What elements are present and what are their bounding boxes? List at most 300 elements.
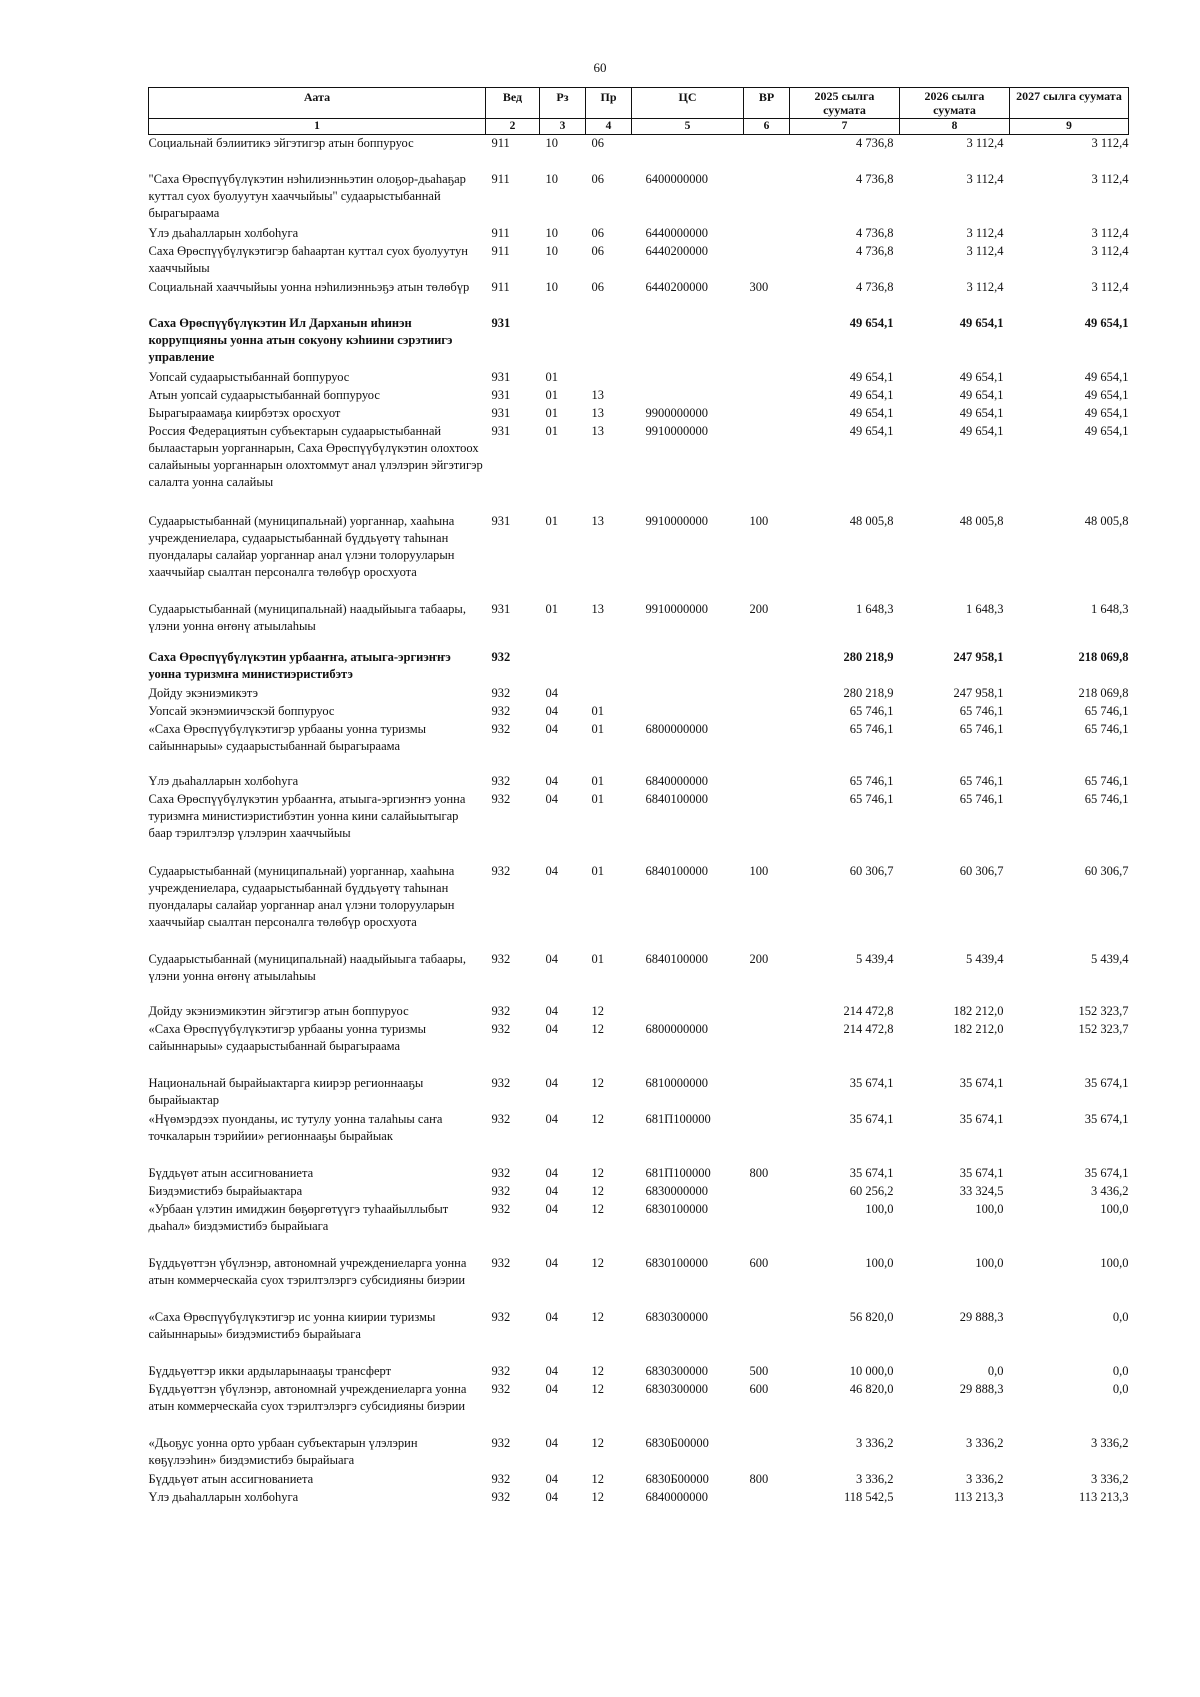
row-value-2025: 10 000,0 xyxy=(849,1363,894,1378)
row-rz: 04 xyxy=(545,951,558,966)
header-year-2025: 2025 сылга суумата xyxy=(790,88,900,119)
row-cs xyxy=(632,649,744,685)
row-vr xyxy=(744,703,790,721)
row-pr: 12 xyxy=(591,1183,604,1198)
row-vr xyxy=(744,171,790,225)
row-name: Саха Өрөспүүбүлүкэтин урбааҥҥа, атыыга-эргиэҥҥэ уонна туризмҥа министиэристибэтэ xyxy=(148,649,451,681)
row-rz: 01 xyxy=(545,513,558,528)
row-value-2025: 49 654,1 xyxy=(849,315,894,330)
row-cs: 6840100000 xyxy=(645,863,708,878)
row-value-2026: 65 746,1 xyxy=(959,773,1004,788)
table-row xyxy=(149,423,1129,513)
table-header-row xyxy=(149,88,1129,119)
header-name: Аата xyxy=(149,88,486,119)
row-name: Судаарыстыбаннай (муниципальнай) уорганнар, хааһына учреждениелара, судаарыстыбаннай бүддьүөтү таһынан пуондалары салайар уорганнар анал үлэни толорууларын хааччыйар сыалтан персоналга төлөбүр оросхуота xyxy=(148,513,455,579)
row-cs: 6400000000 xyxy=(645,171,708,186)
row-value-2026: 35 674,1 xyxy=(959,1111,1004,1126)
row-name: «Саха Өрөспүүбүлүкэтигэр урбааны уонна туризмы сайыннарыы» судаарыстыбаннай бырагыраама xyxy=(148,721,427,753)
row-value-2025: 48 005,8 xyxy=(849,513,894,528)
row-ved: 932 xyxy=(491,791,511,806)
row-pr: 12 xyxy=(591,1003,604,1018)
header-cs: ЦС xyxy=(632,88,744,119)
row-value-2026: 1 648,3 xyxy=(966,601,1004,616)
row-ved: 932 xyxy=(491,1489,511,1504)
row-cs: 9910000000 xyxy=(645,513,708,528)
row-pr: 12 xyxy=(591,1363,604,1378)
row-value-2026: 49 654,1 xyxy=(959,405,1004,420)
row-rz: 04 xyxy=(545,1255,558,1270)
row-pr: 12 xyxy=(591,1111,604,1126)
row-name: Уопсай экэнэмиичэскэй боппуруос xyxy=(148,703,335,718)
table-row xyxy=(149,1183,1129,1201)
column-number: 4 xyxy=(586,119,632,135)
row-value-2025: 100,0 xyxy=(865,1255,894,1270)
row-value-2025: 49 654,1 xyxy=(849,423,894,438)
row-vr xyxy=(744,315,790,369)
row-rz: 04 xyxy=(545,685,558,700)
row-ved: 931 xyxy=(491,315,511,330)
table-row xyxy=(149,1489,1129,1507)
row-pr xyxy=(586,649,632,685)
header-year-2026: 2026 сылга суумата xyxy=(900,88,1010,119)
row-ved: 911 xyxy=(491,279,510,294)
row-vr: 300 xyxy=(749,279,769,294)
table-row xyxy=(149,387,1129,405)
row-value-2025: 35 674,1 xyxy=(849,1111,894,1126)
column-number: 3 xyxy=(540,119,586,135)
table-row xyxy=(149,649,1129,685)
row-value-2026: 29 888,3 xyxy=(959,1381,1004,1396)
row-rz: 04 xyxy=(545,863,558,878)
row-pr: 12 xyxy=(591,1489,604,1504)
row-rz: 04 xyxy=(545,791,558,806)
row-pr: 06 xyxy=(591,225,604,240)
row-value-2026: 0,0 xyxy=(987,1363,1004,1378)
table-row xyxy=(149,1075,1129,1111)
row-value-2026: 3 336,2 xyxy=(966,1435,1004,1450)
table-row xyxy=(149,315,1129,369)
row-ved: 932 xyxy=(491,1435,511,1450)
row-pr: 06 xyxy=(591,279,604,294)
row-value-2025: 65 746,1 xyxy=(849,721,894,736)
row-rz: 01 xyxy=(545,423,558,438)
row-cs: 6830300000 xyxy=(645,1309,708,1324)
row-value-2026: 65 746,1 xyxy=(959,791,1004,806)
row-value-2026: 49 654,1 xyxy=(959,369,1004,384)
row-cs: 6440200000 xyxy=(645,243,708,258)
header-year-2027: 2027 сылга суумата xyxy=(1010,88,1129,119)
table-row xyxy=(149,1255,1129,1309)
row-pr: 13 xyxy=(591,387,604,402)
row-rz: 04 xyxy=(545,1489,558,1504)
row-rz: 04 xyxy=(545,721,558,736)
row-pr: 12 xyxy=(591,1381,604,1396)
row-vr xyxy=(744,791,790,863)
row-ved: 932 xyxy=(491,721,511,736)
table-row xyxy=(149,225,1129,243)
row-rz xyxy=(540,649,586,685)
row-cs: 681П100000 xyxy=(645,1111,711,1126)
row-name: Национальнай бырайыактарга киирэр регионнааҕы бырайыактар xyxy=(148,1075,424,1107)
row-rz xyxy=(540,315,586,369)
row-name: Судаарыстыбаннай (муниципальнай) наадыйыыга табаары, үлэни уонна өҥөнү атыылаһыы xyxy=(148,601,466,633)
row-cs xyxy=(632,1003,744,1021)
row-name: Бүддьүөт атын ассигнованиета xyxy=(148,1471,314,1486)
row-value-2026: 48 005,8 xyxy=(959,513,1004,528)
row-ved: 911 xyxy=(491,136,510,150)
row-rz: 04 xyxy=(545,1363,558,1378)
table-row xyxy=(149,791,1129,863)
row-name: Биэдэмистибэ бырайыактара xyxy=(148,1183,303,1198)
row-value-2027: 218 069,8 xyxy=(1078,649,1129,664)
row-ved: 932 xyxy=(491,1003,511,1018)
row-vr xyxy=(744,1111,790,1165)
row-name: Саха Өрөспүүбүлүкэтин урбааҥҥа, атыыга-эргиэҥҥэ уонна туризмҥа министиэристибэтин уонна кини салайыытыгар баар тэрилтэлэр үлэлэрин хааччыйыы xyxy=(148,791,466,840)
row-value-2027: 0,0 xyxy=(1112,1363,1129,1378)
row-value-2026: 247 958,1 xyxy=(953,649,1004,664)
row-ved: 932 xyxy=(491,1183,511,1198)
row-value-2025: 35 674,1 xyxy=(849,1165,894,1180)
row-name: «Дьоҕус уонна орто урбаан субъектарын үлэлэрин көҕүлээһин» биэдэмистибэ бырайыага xyxy=(148,1435,418,1467)
row-pr: 01 xyxy=(591,791,604,806)
row-ved: 932 xyxy=(491,863,511,878)
row-pr: 12 xyxy=(591,1435,604,1450)
row-value-2025: 3 336,2 xyxy=(856,1471,894,1486)
table-row xyxy=(149,601,1129,649)
table-row xyxy=(149,1363,1129,1381)
row-name: Үлэ дьаһалларын холбоһуга xyxy=(148,225,299,240)
column-number-row xyxy=(149,119,1129,135)
row-pr: 12 xyxy=(591,1255,604,1270)
row-value-2026: 65 746,1 xyxy=(959,721,1004,736)
table-body xyxy=(149,135,1129,1507)
row-value-2026: 100,0 xyxy=(975,1201,1004,1216)
budget-table xyxy=(148,87,1129,1507)
row-value-2026: 3 336,2 xyxy=(966,1471,1004,1486)
row-cs: 6440000000 xyxy=(645,225,708,240)
table-row xyxy=(149,1111,1129,1165)
row-name: Социальнай бэлиитикэ эйгэтигэр атын боппуруос xyxy=(148,136,414,150)
row-cs: 6830Б00000 xyxy=(645,1471,709,1486)
row-name: Дойду экэниэмикэтэ xyxy=(148,685,258,700)
row-ved: 932 xyxy=(491,1309,511,1324)
row-value-2025: 100,0 xyxy=(865,1201,894,1216)
row-vr xyxy=(744,1075,790,1111)
row-value-2025: 214 472,8 xyxy=(843,1021,894,1036)
row-name: Үлэ дьаһалларын холбоһуга xyxy=(148,773,299,788)
row-value-2026: 49 654,1 xyxy=(959,423,1004,438)
row-value-2025: 118 542,5 xyxy=(843,1489,894,1504)
row-value-2027: 100,0 xyxy=(1100,1201,1129,1216)
row-name: Саха Өрөспүүбүлүкэтин Ил Дарханын иһинэн коррупцияны уонна атын сокуону кэһиини сэрэтиигэ управление xyxy=(148,315,453,364)
row-vr: 200 xyxy=(749,951,769,966)
row-vr xyxy=(744,649,790,685)
row-rz: 01 xyxy=(545,405,558,420)
row-vr xyxy=(744,1003,790,1021)
row-vr xyxy=(744,1201,790,1255)
row-value-2026: 3 112,4 xyxy=(966,225,1004,240)
row-name: Атын уопсай судаарыстыбаннай боппуруос xyxy=(148,387,380,402)
row-rz: 04 xyxy=(545,1435,558,1450)
row-vr: 200 xyxy=(749,601,769,616)
row-cs: 6840100000 xyxy=(645,951,708,966)
row-pr: 12 xyxy=(591,1021,604,1036)
row-ved: 932 xyxy=(491,1255,511,1270)
row-pr: 01 xyxy=(591,951,604,966)
row-value-2027: 0,0 xyxy=(1112,1381,1129,1396)
table-row xyxy=(149,685,1129,703)
row-ved: 931 xyxy=(491,387,511,402)
row-vr: 600 xyxy=(749,1381,769,1396)
row-vr: 100 xyxy=(749,513,769,528)
row-ved: 932 xyxy=(491,1111,511,1126)
row-value-2026: 100,0 xyxy=(975,1255,1004,1270)
row-value-2027: 49 654,1 xyxy=(1084,405,1129,420)
row-rz: 01 xyxy=(545,369,558,384)
row-name: Судаарыстыбаннай (муниципальнай) уорганнар, хааһына учреждениелара, судаарыстыбаннай бүддьүөтү таһынан пуондалары салайар уорганнар анал үлэни толорууларын хааччыйар сыалтан персоналга төлөбүр оросхуота xyxy=(148,863,455,929)
row-value-2026: 182 212,0 xyxy=(953,1003,1004,1018)
row-value-2027: 3 336,2 xyxy=(1091,1471,1129,1486)
row-value-2027: 49 654,1 xyxy=(1084,423,1129,438)
row-value-2025: 60 256,2 xyxy=(849,1183,894,1198)
table-row xyxy=(149,1165,1129,1183)
table-row xyxy=(149,369,1129,387)
row-vr xyxy=(744,1309,790,1363)
row-cs: 9900000000 xyxy=(645,405,708,420)
row-value-2027: 3 436,2 xyxy=(1091,1183,1129,1198)
row-vr xyxy=(744,225,790,243)
row-vr xyxy=(744,721,790,773)
row-vr: 800 xyxy=(749,1165,769,1180)
row-vr xyxy=(744,135,790,171)
row-value-2026: 5 439,4 xyxy=(966,951,1004,966)
row-ved: 932 xyxy=(491,1471,511,1486)
row-rz: 04 xyxy=(545,1309,558,1324)
row-name: Бүддьүөттэн үбүлэнэр, автономнай учреждениеларга уонна атын коммерческайа суох тэрилтэлэргэ субсидияны биэрии xyxy=(148,1381,467,1413)
row-pr: 12 xyxy=(591,1309,604,1324)
row-rz: 10 xyxy=(545,171,558,186)
row-pr: 13 xyxy=(591,423,604,438)
row-ved: 932 xyxy=(491,1201,511,1216)
table-row xyxy=(149,1201,1129,1255)
row-cs: 9910000000 xyxy=(645,601,708,616)
row-name: «Саха Өрөспүүбүлүкэтигэр урбааны уонна туризмы сайыннарыы» судаарыстыбаннай бырагыраама xyxy=(148,1021,427,1053)
row-value-2027: 3 112,4 xyxy=(1091,279,1129,294)
row-value-2027: 113 213,3 xyxy=(1078,1489,1129,1504)
table-row xyxy=(149,1435,1129,1471)
table-row xyxy=(149,1021,1129,1075)
row-ved: 932 xyxy=(491,951,511,966)
row-value-2027: 35 674,1 xyxy=(1084,1075,1129,1090)
table-row xyxy=(149,1309,1129,1363)
row-value-2027: 152 323,7 xyxy=(1078,1021,1129,1036)
row-value-2026: 3 112,4 xyxy=(966,279,1004,294)
row-name: Судаарыстыбаннай (муниципальнай) наадыйыыга табаары, үлэни уонна өҥөнү атыылаһыы xyxy=(148,951,466,983)
row-value-2027: 35 674,1 xyxy=(1084,1111,1129,1126)
row-cs: 6840000000 xyxy=(645,773,708,788)
row-cs xyxy=(632,135,744,171)
row-pr: 01 xyxy=(591,863,604,878)
row-cs: 6800000000 xyxy=(645,721,708,736)
row-cs: 6830100000 xyxy=(645,1201,708,1216)
header-rz: Рз xyxy=(540,88,586,119)
row-vr: 100 xyxy=(749,863,769,878)
row-cs: 6830000000 xyxy=(645,1183,708,1198)
row-value-2025: 4 736,8 xyxy=(856,171,894,186)
row-ved: 932 xyxy=(491,703,511,718)
row-ved: 932 xyxy=(491,649,511,664)
row-name: Бүддьүөттэр икки ардыларынааҕы трансферт xyxy=(148,1363,392,1378)
row-value-2025: 4 736,8 xyxy=(856,136,894,150)
row-value-2027: 0,0 xyxy=(1112,1309,1129,1324)
row-vr xyxy=(744,405,790,423)
row-name: «Нүөмэрдээх пуонданы, ис тутулу уонна талаһыы саҥа точкаларын тэрийии» регионнааҕы бырайыак xyxy=(148,1111,443,1143)
row-value-2027: 35 674,1 xyxy=(1084,1165,1129,1180)
row-vr xyxy=(744,1021,790,1075)
row-cs xyxy=(632,703,744,721)
row-pr xyxy=(586,685,632,703)
row-name: Россия Федерациятын субъектарын судаарыстыбаннай былаастарын уорганнарын, Саха Өрөспүүбүлүкэтин олохтоох салайыныы уорганнарын олохтоммут анал үлэлэрин эйгэтигэр салалта уонна салайыы xyxy=(148,423,483,489)
row-ved: 931 xyxy=(491,369,511,384)
column-number: 6 xyxy=(744,119,790,135)
row-vr xyxy=(744,1489,790,1507)
row-value-2027: 49 654,1 xyxy=(1084,369,1129,384)
row-name: Социальнай хааччыйыы уонна нэһилиэнньэҕэ атын төлөбүр xyxy=(148,279,470,294)
row-value-2025: 65 746,1 xyxy=(849,791,894,806)
row-name: Саха Өрөспүүбүлүкэтигэр баһаартан куттал суох буолуутун хааччыйыы xyxy=(148,243,468,275)
row-pr: 06 xyxy=(591,243,604,258)
row-pr: 06 xyxy=(591,171,604,186)
row-name: Үлэ дьаһалларын холбоһуга xyxy=(148,1489,299,1504)
row-cs xyxy=(632,387,744,405)
row-value-2025: 280 218,9 xyxy=(843,685,894,700)
row-pr: 13 xyxy=(591,405,604,420)
table-row xyxy=(149,135,1129,171)
row-value-2026: 29 888,3 xyxy=(959,1309,1004,1324)
row-cs: 6800000000 xyxy=(645,1021,708,1036)
table-row xyxy=(149,1381,1129,1435)
row-value-2025: 4 736,8 xyxy=(856,243,894,258)
row-pr: 12 xyxy=(591,1201,604,1216)
row-rz: 04 xyxy=(545,1165,558,1180)
row-ved: 932 xyxy=(491,1021,511,1036)
row-value-2025: 214 472,8 xyxy=(843,1003,894,1018)
column-number: 9 xyxy=(1010,119,1129,135)
row-name: «Саха Өрөспүүбүлүкэтигэр ис уонна киирии туризмы сайыннарыы» биэдэмистибэ бырайыага xyxy=(148,1309,436,1341)
row-value-2027: 3 112,4 xyxy=(1091,225,1129,240)
table-row xyxy=(149,513,1129,601)
row-cs xyxy=(632,685,744,703)
row-value-2026: 247 958,1 xyxy=(953,685,1004,700)
row-value-2027: 3 336,2 xyxy=(1091,1435,1129,1450)
row-vr xyxy=(744,685,790,703)
row-ved: 932 xyxy=(491,685,511,700)
row-vr xyxy=(744,369,790,387)
column-number: 5 xyxy=(632,119,744,135)
row-value-2026: 3 112,4 xyxy=(966,171,1004,186)
row-value-2026: 3 112,4 xyxy=(966,136,1004,150)
row-rz: 04 xyxy=(545,1183,558,1198)
row-ved: 931 xyxy=(491,423,511,438)
row-value-2027: 1 648,3 xyxy=(1091,601,1129,616)
row-value-2027: 49 654,1 xyxy=(1084,315,1129,330)
row-value-2025: 56 820,0 xyxy=(849,1309,894,1324)
row-value-2025: 1 648,3 xyxy=(856,601,894,616)
row-rz: 04 xyxy=(545,1075,558,1090)
row-value-2027: 65 746,1 xyxy=(1084,721,1129,736)
row-value-2025: 49 654,1 xyxy=(849,369,894,384)
row-value-2026: 113 213,3 xyxy=(953,1489,1004,1504)
row-value-2026: 49 654,1 xyxy=(959,315,1004,330)
row-value-2027: 60 306,7 xyxy=(1084,863,1129,878)
row-rz: 04 xyxy=(545,773,558,788)
row-ved: 911 xyxy=(491,243,510,258)
row-value-2027: 3 112,4 xyxy=(1091,171,1129,186)
table-row xyxy=(149,1471,1129,1489)
header-pr: Пр xyxy=(586,88,632,119)
row-value-2026: 3 112,4 xyxy=(966,243,1004,258)
row-name: Бүддьүөттэн үбүлэнэр, автономнай учреждениеларга уонна атын коммерческайа суох тэрилтэлэргэ субсидияны биэрии xyxy=(148,1255,467,1287)
row-vr xyxy=(744,423,790,513)
page-number: 60 xyxy=(593,60,607,75)
row-vr xyxy=(744,773,790,791)
row-value-2027: 3 112,4 xyxy=(1091,243,1129,258)
row-ved: 932 xyxy=(491,773,511,788)
row-value-2025: 3 336,2 xyxy=(856,1435,894,1450)
row-rz: 04 xyxy=(545,1111,558,1126)
row-cs: 681П100000 xyxy=(645,1165,711,1180)
row-rz: 04 xyxy=(545,1381,558,1396)
row-rz: 10 xyxy=(545,136,558,150)
table-row xyxy=(149,279,1129,315)
row-value-2026: 182 212,0 xyxy=(953,1021,1004,1036)
row-value-2026: 35 674,1 xyxy=(959,1075,1004,1090)
table-row xyxy=(149,405,1129,423)
table-row xyxy=(149,951,1129,1003)
row-value-2026: 60 306,7 xyxy=(959,863,1004,878)
row-value-2027: 65 746,1 xyxy=(1084,791,1129,806)
row-vr: 600 xyxy=(749,1255,769,1270)
row-cs: 6830Б00000 xyxy=(645,1435,709,1450)
row-vr: 500 xyxy=(749,1363,769,1378)
column-number: 8 xyxy=(900,119,1010,135)
row-cs: 9910000000 xyxy=(645,423,708,438)
row-pr: 01 xyxy=(591,703,604,718)
row-value-2025: 35 674,1 xyxy=(849,1075,894,1090)
row-ved: 911 xyxy=(491,171,510,186)
row-cs: 6840100000 xyxy=(645,791,708,806)
table-row xyxy=(149,721,1129,773)
row-value-2026: 65 746,1 xyxy=(959,703,1004,718)
row-ved: 931 xyxy=(491,405,511,420)
row-cs xyxy=(632,369,744,387)
header-ved: Вед xyxy=(486,88,540,119)
row-rz: 04 xyxy=(545,1201,558,1216)
row-rz: 04 xyxy=(545,703,558,718)
row-rz: 04 xyxy=(545,1021,558,1036)
row-value-2027: 218 069,8 xyxy=(1078,685,1129,700)
row-cs: 6440200000 xyxy=(645,279,708,294)
row-pr: 13 xyxy=(591,513,604,528)
row-vr: 800 xyxy=(749,1471,769,1486)
row-value-2025: 5 439,4 xyxy=(856,951,894,966)
row-name: «Урбаан үлэтин имиджин бөҕөргөтүүгэ туһаайыллыбыт дьаһал» биэдэмистибэ бырайыага xyxy=(148,1201,449,1233)
row-value-2026: 35 674,1 xyxy=(959,1165,1004,1180)
row-value-2025: 65 746,1 xyxy=(849,703,894,718)
row-value-2027: 152 323,7 xyxy=(1078,1003,1129,1018)
row-vr xyxy=(744,387,790,405)
row-pr: 12 xyxy=(591,1471,604,1486)
